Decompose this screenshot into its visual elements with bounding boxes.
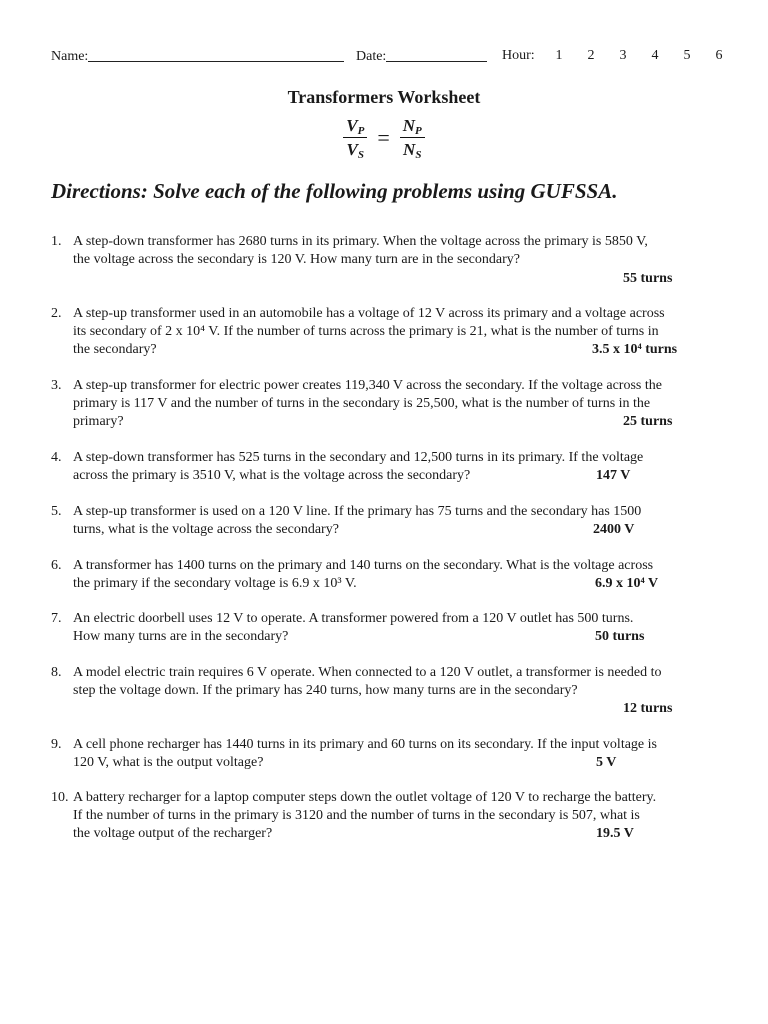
name-blank-line[interactable] bbox=[88, 47, 344, 62]
problem-text-line: its secondary of 2 x 10⁴ V. If the number of turns across the primary is 21, what is the number of turns in bbox=[73, 324, 659, 339]
problem-5 bbox=[51, 503, 731, 539]
problem-text-line: A transformer has 1400 turns on the primary and 140 turns on the secondary. What is the voltage across bbox=[73, 558, 654, 573]
problem-text-line: A battery recharger for a laptop computer steps down the outlet voltage of 120 V to recharge the battery. bbox=[73, 790, 657, 805]
equals-sign: = bbox=[377, 125, 390, 150]
problem-text-line: An electric doorbell uses 12 V to operate. A transformer powered from a 120 V outlet has 500 turns. bbox=[73, 611, 634, 626]
answer: 55 turns bbox=[623, 271, 673, 286]
problem-2 bbox=[51, 305, 731, 359]
problem-10 bbox=[51, 789, 731, 843]
problem-number: 3. bbox=[51, 378, 62, 393]
problem-text-line: primary? bbox=[73, 414, 124, 429]
hour-option-5[interactable]: 5 bbox=[683, 48, 691, 63]
problem-text-line: If the number of turns in the primary is 3120 and the number of turns in the secondary is 507, what is bbox=[73, 808, 640, 823]
problem-text-line: 120 V, what is the output voltage? bbox=[73, 755, 264, 770]
secondary-voltage: $V_S$ bbox=[346, 140, 364, 161]
answer: 50 turns bbox=[595, 629, 645, 644]
problem-text-line: primary is 117 V and the number of turns in the secondary is 25,500, what is the number of turns in the bbox=[73, 396, 651, 411]
answer: 25 turns bbox=[623, 414, 673, 429]
transformer-formula bbox=[0, 116, 768, 160]
problem-text-line: the secondary? bbox=[73, 342, 157, 357]
hour-option-3[interactable]: 3 bbox=[619, 48, 627, 63]
problem-text-line: A cell phone recharger has 1440 turns in its primary and 60 turns on its secondary. If the input voltage is bbox=[73, 737, 657, 752]
problem-text-line: step the voltage down. If the primary has 240 turns, how many turns are in the secondary? bbox=[73, 683, 578, 698]
problem-1 bbox=[51, 233, 731, 286]
problem-text-line: the primary if the secondary voltage is 6.9 x 10³ V. bbox=[73, 576, 357, 591]
problem-4 bbox=[51, 449, 731, 485]
answer: 6.9 x 10⁴ V bbox=[595, 576, 659, 591]
hour-options bbox=[553, 47, 725, 65]
directions-heading: Directions: Solve each of the following problems using GUFSSA. bbox=[51, 179, 618, 203]
hour-option-6[interactable]: 6 bbox=[715, 48, 723, 63]
name-field bbox=[51, 47, 344, 66]
problem-9 bbox=[51, 736, 731, 772]
secondary-turns: $N_S$ bbox=[403, 140, 422, 161]
answer: 12 turns bbox=[623, 701, 673, 716]
primary-voltage: $V_P$ bbox=[343, 116, 367, 138]
problem-number: 8. bbox=[51, 665, 62, 680]
answer: 3.5 x 10⁴ turns bbox=[592, 342, 678, 357]
problem-text-line: A step-up transformer is used on a 120 V line. If the primary has 75 turns and the secondary has 1500 bbox=[73, 504, 642, 519]
problem-text-line: A step-up transformer for electric power creates 119,340 V across the secondary. If the voltage across the bbox=[73, 378, 662, 393]
problem-number: 7. bbox=[51, 611, 62, 626]
problem-number: 2. bbox=[51, 306, 62, 321]
hour-option-2[interactable]: 2 bbox=[587, 48, 595, 63]
hour-option-1[interactable]: 1 bbox=[555, 48, 563, 63]
problem-text-line: the voltage across the secondary is 120 V. How many turn are in the secondary? bbox=[73, 252, 520, 267]
hour-option-4[interactable]: 4 bbox=[651, 48, 659, 63]
hour-label: Hour: bbox=[502, 48, 535, 63]
answer: 19.5 V bbox=[596, 826, 634, 841]
turns-ratio bbox=[400, 116, 425, 160]
problem-8 bbox=[51, 664, 731, 716]
answer: 5 V bbox=[596, 755, 617, 770]
problem-number: 10. bbox=[51, 790, 69, 805]
problem-number: 6. bbox=[51, 558, 62, 573]
primary-turns: $N_P$ bbox=[400, 116, 425, 138]
problem-text-line: How many turns are in the secondary? bbox=[73, 629, 289, 644]
problem-3 bbox=[51, 377, 731, 431]
problem-7 bbox=[51, 610, 731, 646]
problem-6 bbox=[51, 557, 731, 593]
voltage-ratio bbox=[343, 116, 367, 160]
answer: 2400 V bbox=[593, 522, 635, 537]
problem-number: 5. bbox=[51, 504, 62, 519]
problem-text-line: turns, what is the voltage across the secondary? bbox=[73, 522, 339, 537]
date-label: Date: bbox=[356, 49, 387, 64]
date-field bbox=[356, 47, 487, 66]
page-title: Transformers Worksheet bbox=[287, 87, 481, 107]
problem-number: 9. bbox=[51, 737, 62, 752]
problem-number: 1. bbox=[51, 234, 62, 249]
date-blank-line[interactable] bbox=[386, 47, 487, 62]
problem-text-line: the voltage output of the recharger? bbox=[73, 826, 273, 841]
problem-text-line: A step-down transformer has 525 turns in the secondary and 12,500 turns in its primary. If the voltage bbox=[73, 450, 644, 465]
problem-text-line: A step-up transformer used in an automobile has a voltage of 12 V across its primary and a voltage across bbox=[73, 306, 665, 321]
answer: 147 V bbox=[596, 468, 631, 483]
name-label: Name: bbox=[51, 49, 89, 64]
problem-number: 4. bbox=[51, 450, 62, 465]
problem-text-line: A step-down transformer has 2680 turns in its primary. When the voltage across the primary is 5850 V, bbox=[73, 234, 648, 249]
problem-text-line: across the primary is 3510 V, what is the voltage across the secondary? bbox=[73, 468, 471, 483]
problem-text-line: A model electric train requires 6 V operate. When connected to a 120 V outlet, a transformer is needed to bbox=[73, 665, 662, 680]
